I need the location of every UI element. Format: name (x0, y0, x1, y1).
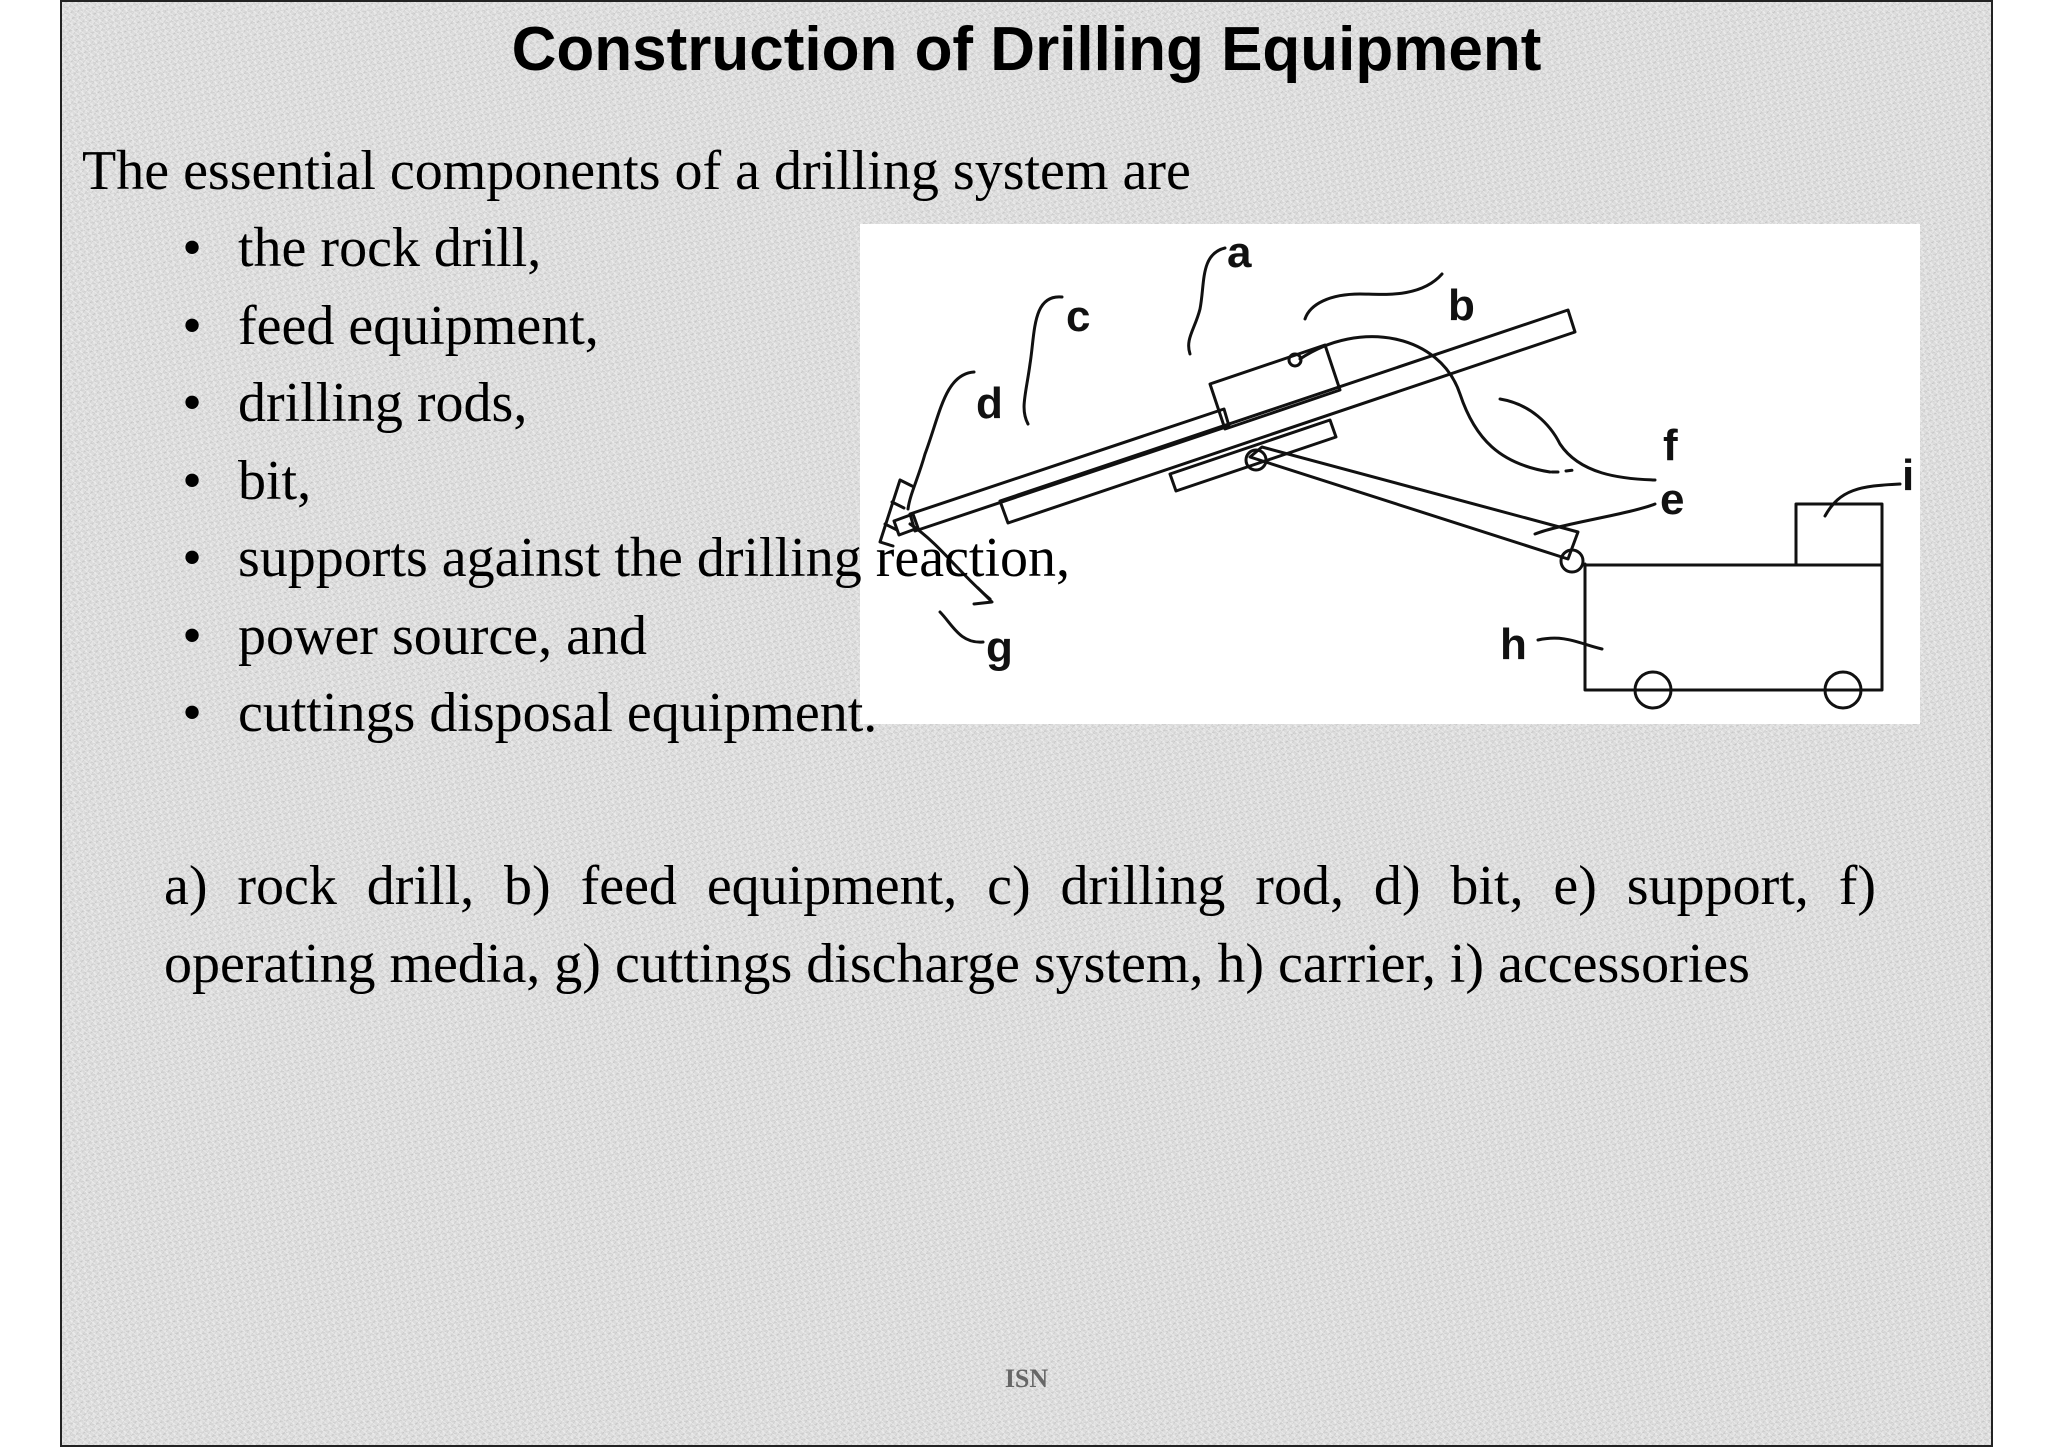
label-i: i (1902, 451, 1915, 500)
list-item (172, 210, 1070, 288)
leader-line-b (1305, 274, 1442, 319)
list-item-text: drilling rods, (238, 372, 528, 434)
bullet-dot: • (182, 604, 202, 667)
list-item-text: feed equipment, (238, 294, 599, 357)
label-d: d (976, 379, 1003, 428)
list-item-text: cuttings disposal equipment. (238, 682, 878, 744)
label-b: b (1448, 281, 1475, 330)
bullet-dot: • (182, 682, 202, 744)
leader-line-a (1189, 248, 1225, 354)
list-item-text: the rock drill, (238, 217, 542, 279)
operating-media-dash (1552, 470, 1574, 472)
list-item (172, 288, 1070, 366)
bullet-dot: • (182, 294, 202, 357)
list-item (172, 520, 1070, 598)
list-item-text: supports against the drilling reaction, (238, 527, 1071, 589)
bullet-dot: • (182, 449, 202, 512)
label-e: e (1660, 475, 1685, 524)
bullet-dot: • (182, 372, 202, 434)
label-a: a (1227, 228, 1252, 277)
label-h: h (1500, 620, 1527, 669)
bullet-dot: • (182, 217, 202, 279)
label-f: f (1663, 421, 1678, 470)
list-item (172, 598, 1070, 676)
leader-line-f (1500, 399, 1655, 480)
list-item (172, 365, 1070, 443)
label-g: g (986, 623, 1013, 672)
bullet-dot: • (182, 527, 202, 589)
slide-title: Construction of Drilling Equipment (511, 15, 1542, 84)
carrier-body-shape (1584, 564, 1882, 690)
leader-line-i (1825, 484, 1900, 516)
footer-initials: ISN (1004, 1364, 1049, 1393)
boom-pivot-bottom (1561, 550, 1583, 572)
label-c: c (1066, 292, 1091, 341)
figure-caption: a) rock drill, b) feed equipment, c) drilling rod, d) bit, e) support, f) operating media, g) cuttings discharge system, h) carrier, i) accessories (164, 855, 1876, 995)
list-item (172, 675, 1070, 753)
list-item-text: power source, and (238, 604, 647, 667)
accessory-box-shape (1796, 504, 1882, 565)
list-item (172, 443, 1070, 521)
slide (60, 0, 1993, 1447)
support-boom-shape (1250, 447, 1578, 559)
feed-beam-shape (1000, 310, 1575, 523)
component-list (172, 210, 1070, 753)
list-item-text: bit, (238, 449, 312, 512)
leader-line-e (1535, 504, 1655, 534)
intro-text: The essential components of a drilling system are (82, 140, 1191, 202)
leader-line-h (1538, 638, 1602, 649)
